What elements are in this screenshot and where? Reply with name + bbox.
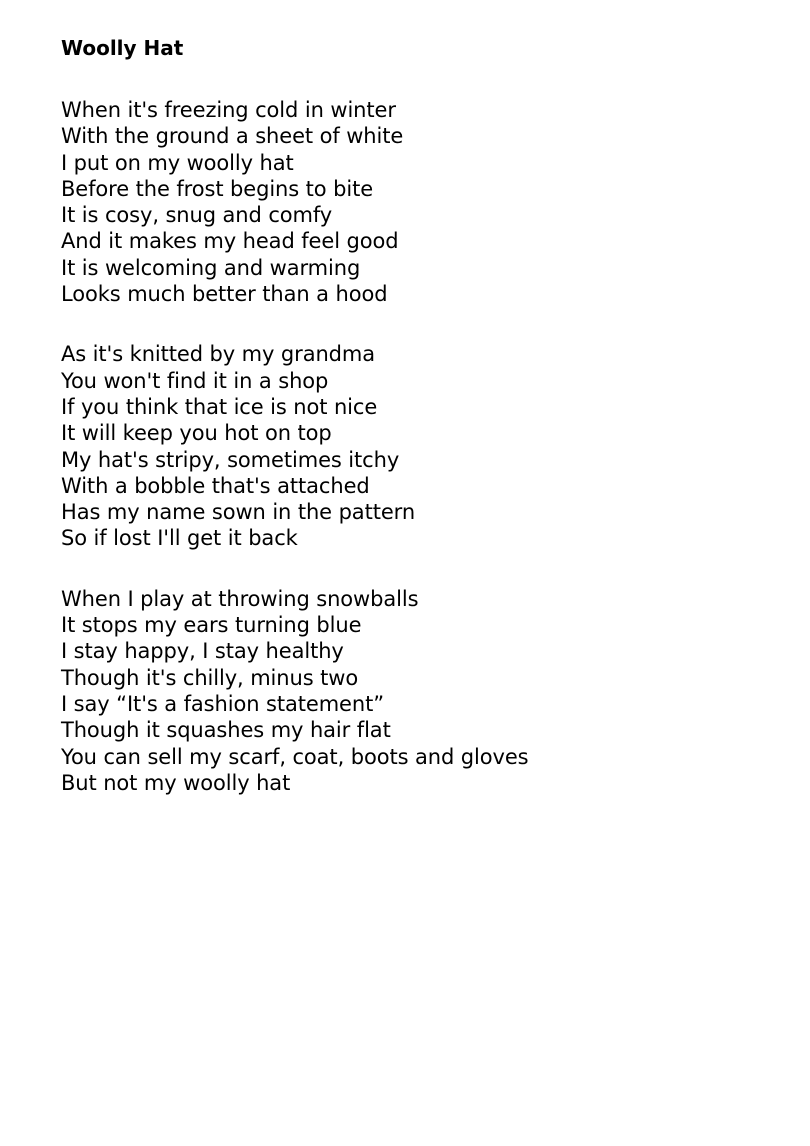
poem-line: Looks much better than a hood (61, 282, 388, 307)
stanza-1 (61, 97, 781, 307)
poem-page (61, 36, 781, 796)
poem-line: When it's freezing cold in winter (61, 98, 396, 122)
poem-line: I put on my woolly hat (61, 150, 294, 175)
poem-line: As it's knitted by my grandma (61, 342, 376, 367)
poem-line: You can sell my scarf, coat, boots and gloves (61, 744, 529, 769)
poem-line: Before the frost begins to bite (61, 176, 374, 201)
poem-line: It is welcoming and warming (61, 255, 361, 280)
poem-line: With the ground a sheet of white (61, 124, 404, 149)
poem-line: Has my name sown in the pattern (61, 500, 416, 525)
poem-line: With a bobble that's attached (61, 473, 370, 498)
poem-line: And it makes my head feel good (61, 229, 399, 254)
poem-line: Though it squashes my hair flat (61, 718, 391, 743)
poem-line: You won't find it in a shop (61, 368, 329, 393)
stanza-3 (61, 586, 781, 796)
poem-line: Though it's chilly, minus two (61, 665, 359, 690)
poem-line: It stops my ears turning blue (61, 613, 362, 638)
poem-line: It is cosy, snug and comfy (61, 203, 333, 228)
poem-line: If you think that ice is not nice (61, 394, 378, 419)
poem-line: So if lost I'll get it back (61, 526, 298, 551)
poem-line: I say “It's a fashion statement” (61, 691, 384, 716)
poem-line: My hat's stripy, sometimes itchy (61, 447, 400, 472)
poem-line: When I play at throwing snowballs (61, 586, 419, 611)
poem-line: It will keep you hot on top (61, 421, 332, 446)
poem-title: Woolly Hat (61, 36, 184, 60)
poem-line: But not my woolly hat (61, 770, 291, 795)
stanza-2 (61, 341, 781, 551)
poem-line: I stay happy, I stay healthy (61, 639, 344, 664)
